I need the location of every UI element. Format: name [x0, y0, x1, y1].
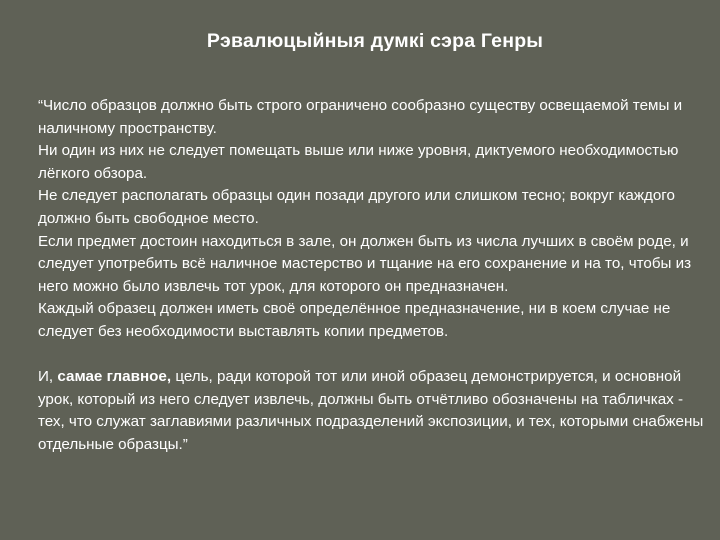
final-emphasis: самае главное, — [57, 368, 172, 386]
paragraph-spacer — [38, 344, 708, 367]
quote-paragraph-4: Если предмет достоин находиться в зале, он должен быть из числа лучших в своём роде, и следует употребить всё наличное мастерство и тщание на его сохранение и на то, чтобы из него можно было извлечь тот урок, для которого он предназначен. — [38, 232, 692, 295]
slide-title: Рэвалюцыйныя думкі сэра Генры — [206, 30, 544, 52]
quote-body — [38, 95, 708, 457]
quote-paragraph-5: Каждый образец должен иметь своё определённое предназначение, ни в коем случае не следует без необходимости выставлять копии предметов. — [38, 300, 671, 340]
quote-final-paragraph — [38, 366, 708, 456]
quote-paragraph-3: Не следует располагать образцы один позади другого или слишком тесно; вокруг каждого должно быть свободное место. — [38, 187, 675, 227]
quote-paragraph-2: Ни один из них не следует помещать выше или ниже уровня, диктуемого необходимостью лёгкого обзора. — [38, 142, 679, 182]
final-prefix: И, — [38, 368, 58, 386]
quote-paragraph-1: “Число образцов должно быть строго ограничено сообразно существу освещаемой темы и наличному пространству. — [38, 97, 683, 137]
final-rest: цель, ради которой тот или иной образец демонстрируется, и основной урок, который из него следует извлечь, должны быть отчётливо обозначены на табличках - тех, что служат заглавиями различных подразделений экспозиции, и тех, которыми снабжены отдельные образцы.” — [38, 368, 704, 453]
